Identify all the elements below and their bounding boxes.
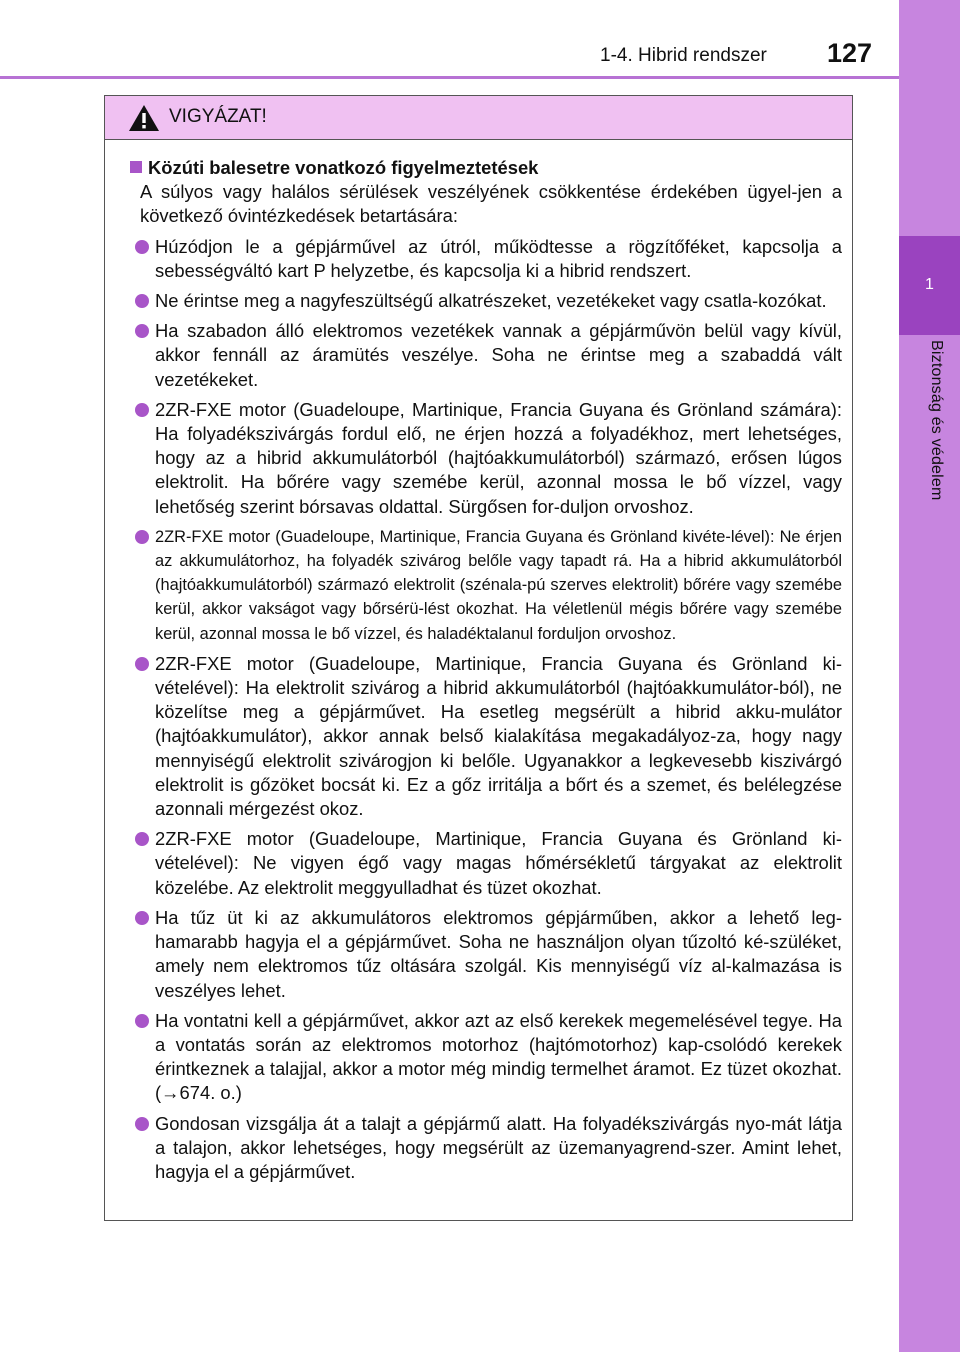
list-item-text: Ha vontatni kell a gépjárművet, akkor azt az első kerekek megemelésével tegye. Ha a vontatás során az elektromos motorhoz (hajtómotorhoz) kap-csolódó kerekek érintkeznek a talajjal, akkor a motor még mindig termelhet áramot. Ez tüzet okozhat. (→674. o.) [155, 1009, 842, 1104]
chapter-number: 1 [925, 276, 934, 293]
bullet-dot-icon [135, 1117, 149, 1131]
header-rule [0, 76, 960, 79]
bullet-dot-icon [135, 294, 149, 308]
bullet-dot-icon [135, 240, 149, 254]
warning-triangle-icon [127, 103, 161, 133]
list-item [130, 398, 842, 519]
bullet-dot-icon [135, 1014, 149, 1028]
page-number: 127 [827, 38, 873, 68]
heading-square-icon [130, 161, 142, 173]
section-heading [130, 156, 842, 180]
chapter-title: Biztonság és védelem [928, 340, 945, 501]
list-item [130, 906, 842, 1003]
list-item-text: Gondosan vizsgálja át a talajt a gépjármű alatt. Ha folyadékszivárgás nyo-mát látja a talajon, akkor lehetséges, hogy megsérült az üzemanyagrend-szer. Amint lehet, hagyja el a gépjárművet. [155, 1112, 842, 1182]
list-item-text: 2ZR-FXE motor (Guadeloupe, Martinique, Francia Guyana és Grönland számára): Ha folyadékszivárgás fordul elő, ne érjen hozzá a folyadékhoz, mert lehetséges, hogy az a hibrid akkumulátorból (hajtóakkumulátorból) származó, erősen lúgos elektrolit. Ha bőrére vagy szemébe kerül, azonnal mossa le bő vízzel, vagy lehetőség szerint bórsavas oldattal. Sürgősen for-duljon orvoshoz. [155, 398, 842, 517]
list-item [130, 235, 842, 283]
section-title: 1-4. Hibrid rendszer [600, 45, 767, 66]
bullet-dot-icon [135, 324, 149, 338]
list-item-text: 2ZR-FXE motor (Guadeloupe, Martinique, Francia Guyana és Grönland ki-vételével): Ne vigyen égő vagy magas hőmérsékletű tárgyakat az elektrolit közelébe. Az elektrolit meggyulladhat és tüzet okozhat. [155, 828, 842, 898]
list-item [130, 525, 842, 646]
list-item [130, 289, 842, 313]
list-item-text: Húzódjon le a gépjárművel az útról, működtesse a rögzítőféket, kapcsolja a sebességváltó kart P helyzetbe, és kapcsolja ki a hibrid rendszert. [155, 235, 842, 281]
section-heading-text: Közúti balesetre vonatkozó figyelmeztetések [148, 157, 539, 178]
list-item-text: Ha szabadon álló elektromos vezetékek vannak a gépjárművön belül vagy kívül, akkor fennáll az áramütés veszélye. Soha ne érintse meg a szabaddá vált vezetékeket. [155, 320, 842, 390]
list-item [130, 1112, 842, 1185]
warning-box [104, 95, 853, 1221]
list-item-text: Ha tűz üt ki az akkumulátoros elektromos gépjárműben, akkor a lehető leg-hamarabb hagyja el a gépjárművet. Soha ne használjon olyan tűzoltó ké-szüléket, amely nem elektromos tűz oltására szolgál. Kis mennyiségű víz al-kalmazása is veszélyes lehet. [155, 906, 842, 1001]
warning-content [130, 156, 842, 1190]
side-tab [899, 0, 960, 1352]
bullet-dot-icon [135, 911, 149, 925]
warning-title: VIGYÁZAT! [169, 106, 267, 127]
list-item-text: 2ZR-FXE motor (Guadeloupe, Martinique, Francia Guyana és Grönland kivéte-lével): Ne érjen az akkumulátorhoz, ha folyadék szivárog belőle vagy tapadt rá. Ha a hibrid akkumulátorból (hajtóakkumulátorból) származó elektrolit (szénala-pú szerves elektrolit) bőrére vagy szemébe kerül, akkor vakságot vagy bőrsérü-lést okozhat. Ha véletlenül mégis bőrére vagy szemébe kerül, azonnal mossa le bő vízzel, és haladéktalanul forduljon orvoshoz. [155, 527, 842, 643]
list-item-text: Ne érintse meg a nagyfeszültségű alkatrészeket, vezetékeket vagy csatla-kozókat. [155, 290, 827, 312]
list-item-text: 2ZR-FXE motor (Guadeloupe, Martinique, Francia Guyana és Grönland ki-vételével): Ha elektrolit szivárog a hibrid akkumulátorból (hajtóakkumulátor-ból), ne közelítse meg a gépjárművet. Ha esetleg megsérült a hibrid akku-mulátor (hajtóakkumulátor), akkor annak belső kialakítása megakadályoz-za, hogy nagy mennyiségű elektrolit szivárogjon ki belőle. Ugyanakkor a legkevesebb kiszivárgó elektrolit is gőzöket bocsát ki. Ez a gőz irritálja a bőrt és a szemet, és belélegzése azonnali mérgezést okoz. [155, 652, 842, 820]
warning-header [105, 96, 852, 140]
list-item [130, 319, 842, 392]
bullet-dot-icon [135, 657, 149, 671]
bullet-dot-icon [135, 832, 149, 846]
list-item [130, 1009, 842, 1106]
list-item [130, 827, 842, 900]
list-item [130, 652, 842, 821]
bullet-dot-icon [135, 530, 149, 544]
intro-text: A súlyos vagy halálos sérülések veszélyének csökkentése érdekében ügyel-jen a következő óvintézkedések betartására: [140, 181, 842, 227]
bullet-dot-icon [135, 403, 149, 417]
